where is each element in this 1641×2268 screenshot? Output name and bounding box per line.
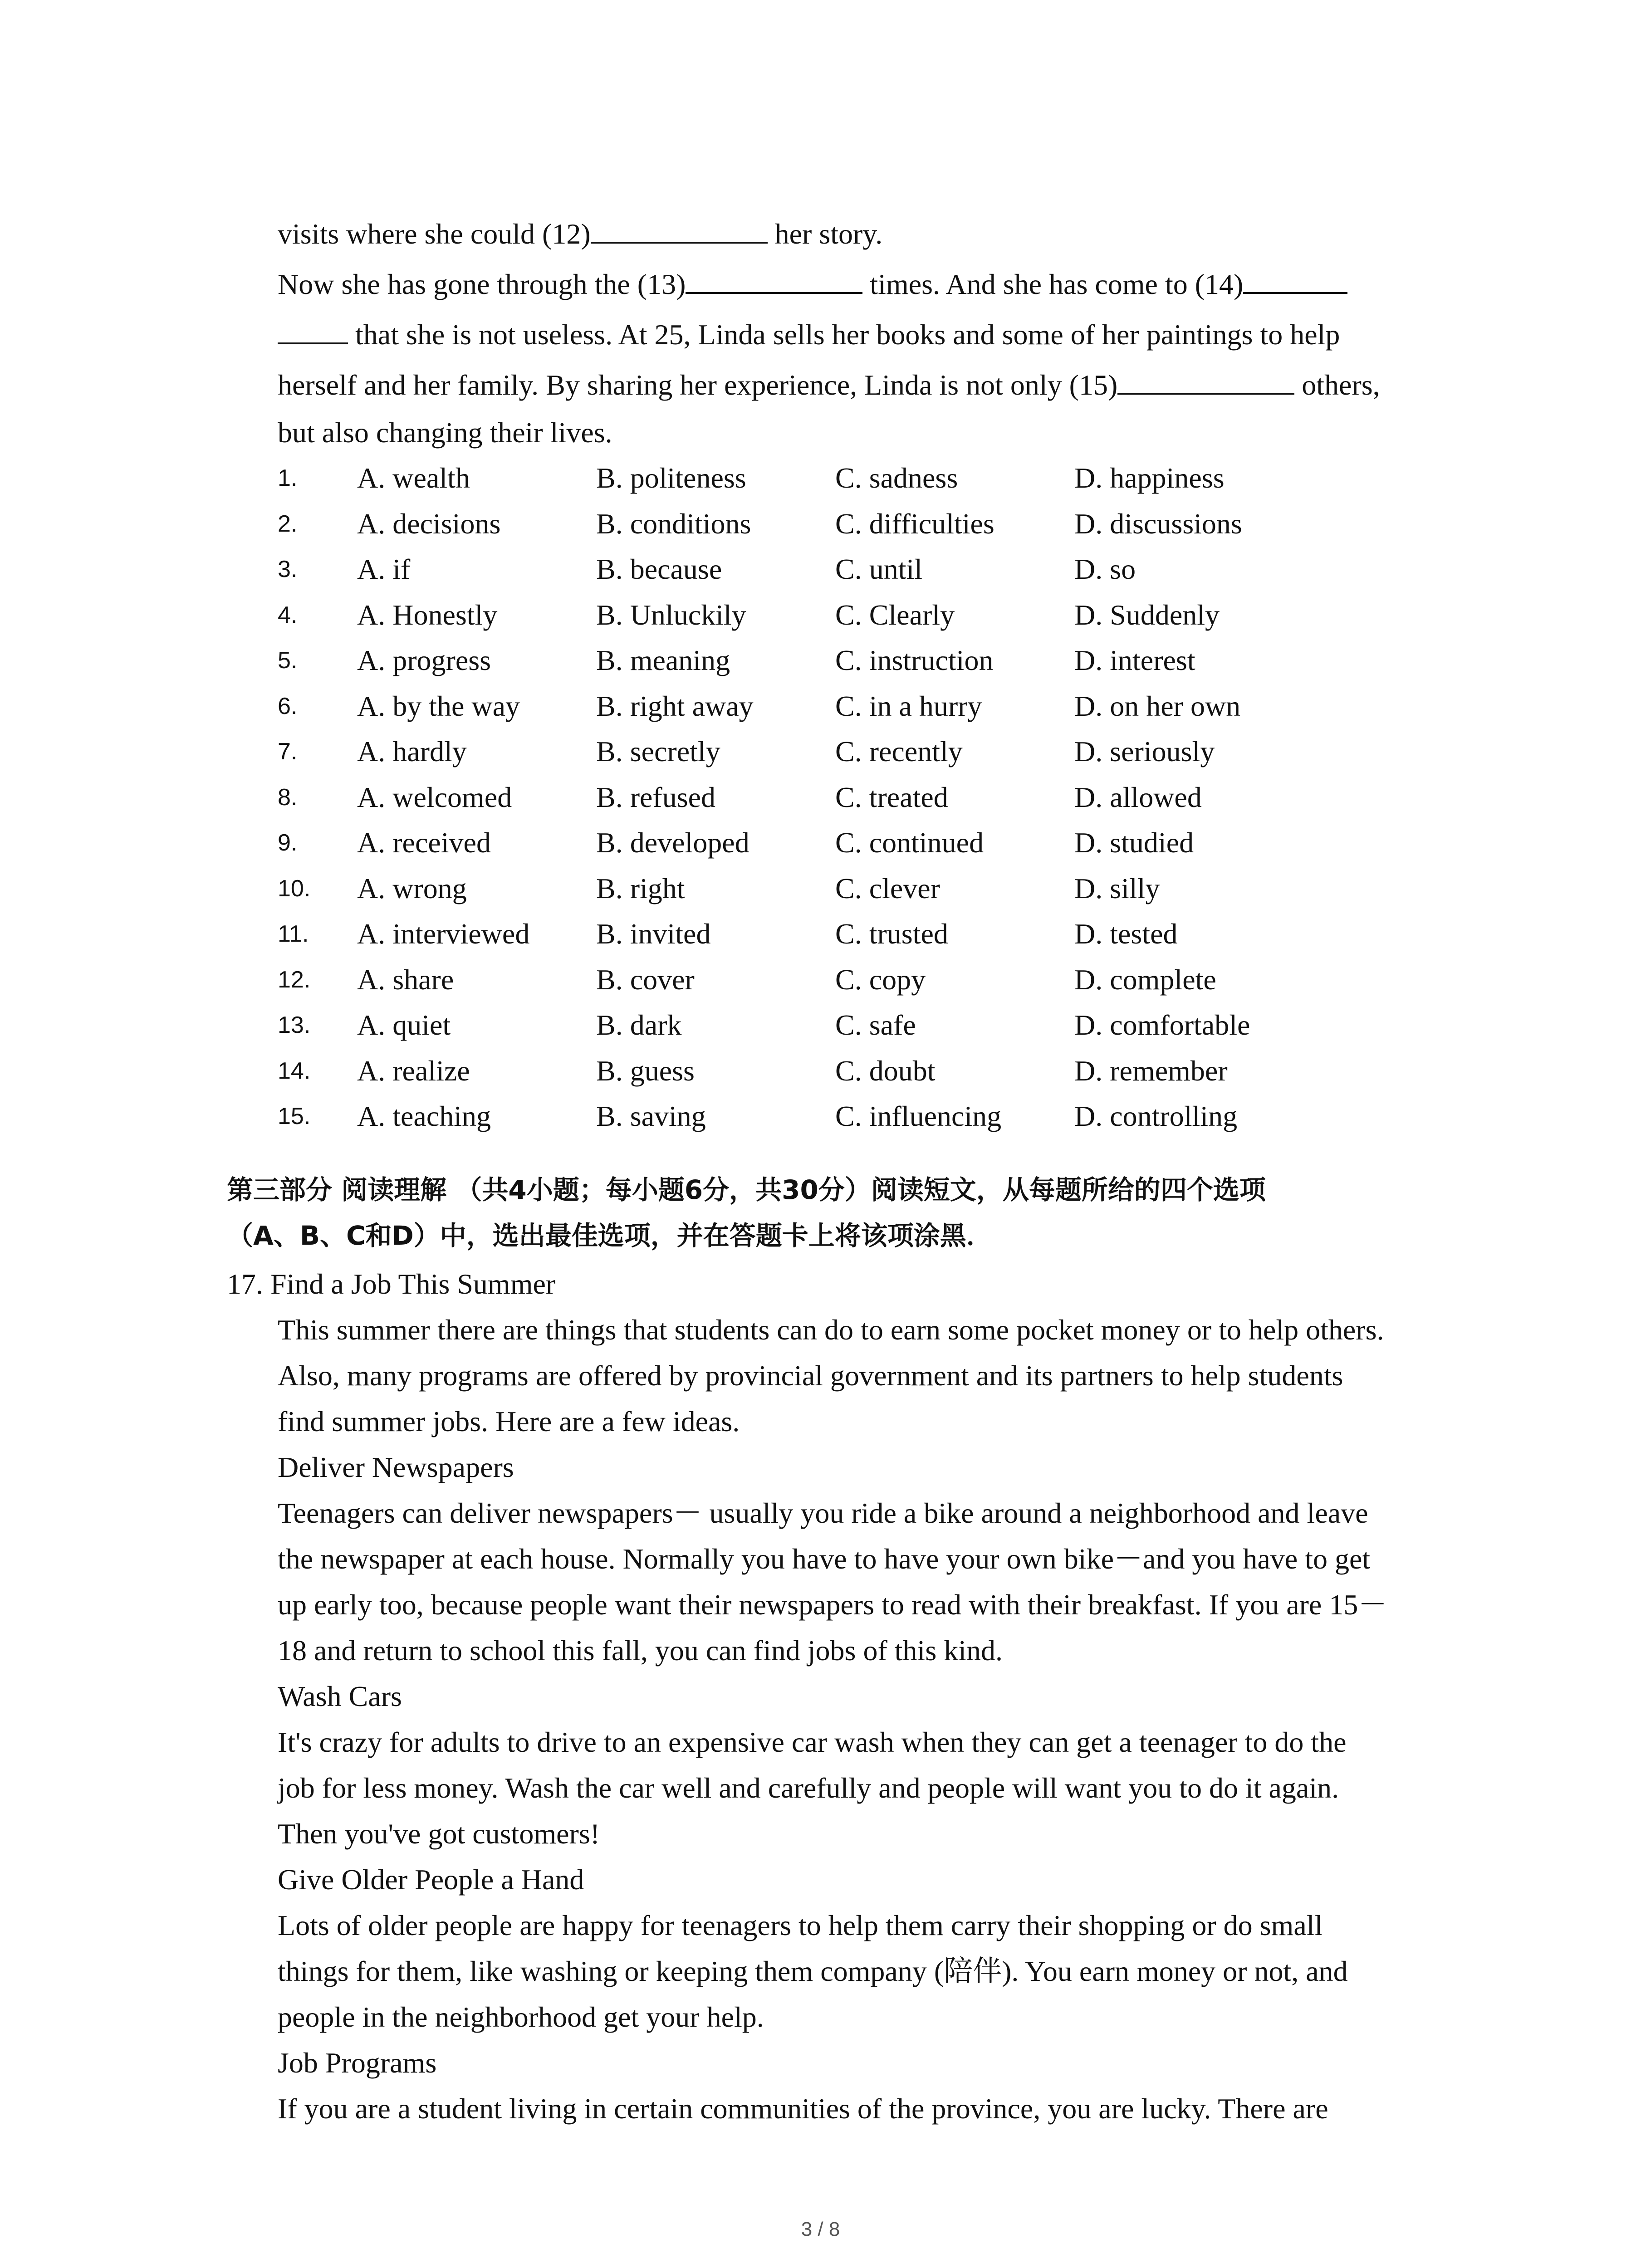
option-c: C. safe	[835, 1009, 916, 1041]
passage-subheading: Deliver Newspapers	[278, 1451, 514, 1483]
cloze-text: times. And she has come to (14)	[862, 268, 1244, 300]
answer-blank	[591, 215, 768, 244]
cloze-line	[278, 259, 1457, 309]
option-c: C. doubt	[835, 1054, 936, 1087]
option-d: D. seriously	[1074, 735, 1215, 767]
passage-line: job for less money. Wash the car well and carefully and people will want you to do it again.	[278, 1772, 1339, 1804]
option-row	[278, 866, 1457, 912]
option-a: A. by the way	[357, 689, 520, 722]
option-d: D. so	[1074, 553, 1136, 585]
option-a: A. interviewed	[357, 918, 530, 950]
option-c: C. copy	[835, 963, 926, 996]
option-b: B. politeness	[596, 462, 746, 494]
passage-line: If you are a student living in certain communities of the province, you are lucky. There are	[278, 2092, 1328, 2125]
passage-line: Teenagers can deliver newspapers－ usually you ride a bike around a neighborhood and leave	[278, 1497, 1368, 1529]
option-a: A. share	[357, 963, 454, 996]
options-list	[278, 455, 1457, 1139]
cloze-text: visits where she could (12)	[278, 218, 591, 250]
answer-blank	[1117, 366, 1294, 395]
question-number: 15.	[278, 1103, 311, 1129]
option-row	[278, 1094, 1457, 1139]
option-row	[278, 1048, 1457, 1094]
option-b: B. invited	[596, 918, 711, 950]
option-c: C. influencing	[835, 1100, 1002, 1132]
option-b: B. cover	[596, 963, 695, 996]
question-number: 7.	[278, 738, 298, 765]
option-d: D. interest	[1074, 644, 1195, 676]
passage-line: the newspaper at each house. Normally you have to have your own bike－and you have to get	[278, 1543, 1371, 1575]
option-d: D. on her own	[1074, 689, 1241, 722]
option-a: A. welcomed	[357, 781, 512, 813]
question-number: 2.	[278, 510, 298, 537]
passage-line: people in the neighborhood get your help.	[278, 2001, 764, 2033]
option-c: C. trusted	[835, 918, 948, 950]
cloze-text: herself and her family. By sharing her experience, Linda is not only (15)	[278, 369, 1118, 401]
option-c: C. sadness	[835, 462, 958, 494]
option-d: D. studied	[1074, 826, 1194, 859]
option-c: C. Clearly	[835, 598, 955, 631]
option-b: B. because	[596, 553, 722, 585]
section-instructions: （A、B、C和D）中，选出最佳选项，并在答题卡上将该项涂黑．	[227, 1220, 993, 1251]
option-b: B. Unluckily	[596, 598, 746, 631]
passage-subheading: Wash Cars	[278, 1680, 402, 1712]
option-a: A. received	[357, 826, 491, 859]
option-c: C. treated	[835, 781, 948, 813]
option-a: A. wealth	[357, 462, 470, 494]
question-number: 9.	[278, 830, 298, 856]
cloze-text: that she is not useless. At 25, Linda sells her books and some of her paintings to help	[348, 318, 1340, 351]
option-a: A. hardly	[357, 735, 467, 767]
option-b: B. right away	[596, 689, 754, 722]
option-b: B. saving	[596, 1100, 706, 1132]
cloze-line	[278, 360, 1457, 410]
option-b: B. secretly	[596, 735, 720, 767]
option-row	[278, 455, 1457, 501]
option-d: D. complete	[1074, 963, 1216, 996]
option-a: A. wrong	[357, 872, 467, 904]
question-number: 13.	[278, 1012, 311, 1038]
passage-subheading: Give Older People a Hand	[278, 1863, 584, 1896]
question-number: 6.	[278, 693, 298, 719]
option-a: A. if	[357, 553, 411, 585]
passage-subheading: Job Programs	[278, 2047, 437, 2079]
option-row	[278, 820, 1457, 866]
option-d: D. remember	[1074, 1054, 1228, 1087]
option-c: C. in a hurry	[835, 689, 982, 722]
option-d: D. discussions	[1074, 507, 1242, 540]
cloze-text: but also changing their lives.	[278, 416, 612, 449]
question-number: 10.	[278, 875, 311, 902]
option-b: B. refused	[596, 781, 716, 813]
passage-line: find summer jobs. Here are a few ideas.	[278, 1405, 740, 1437]
option-b: B. dark	[596, 1009, 682, 1041]
option-row	[278, 957, 1457, 1003]
option-b: B. conditions	[596, 507, 751, 540]
passage-line: 18 and return to school this fall, you can find jobs of this kind.	[278, 1634, 1003, 1667]
passage-line: Lots of older people are happy for teenagers to help them carry their shopping or do small	[278, 1909, 1323, 1941]
option-b: B. meaning	[596, 644, 730, 676]
answer-blank	[278, 315, 348, 344]
option-d: D. controlling	[1074, 1100, 1238, 1132]
cloze-line	[278, 309, 1457, 360]
answer-blank	[1243, 265, 1347, 294]
option-d: D. tested	[1074, 918, 1178, 950]
option-row	[278, 1002, 1457, 1048]
passage-line: up early too, because people want their newspapers to read with their breakfast. If you are 15－	[278, 1589, 1387, 1621]
question-number: 8.	[278, 784, 298, 811]
option-b: B. developed	[596, 826, 749, 859]
passage-line: things for them, like washing or keeping them company (陪伴). You earn money or not, and	[278, 1955, 1348, 1987]
option-c: C. instruction	[835, 644, 994, 676]
cloze-text: others,	[1294, 369, 1380, 401]
reading-passage	[227, 1261, 1474, 2131]
cloze-line	[278, 410, 1457, 455]
question-number: 4.	[278, 601, 298, 628]
cloze-text: Now she has gone through the (13)	[278, 268, 686, 300]
option-row	[278, 911, 1457, 957]
option-a: A. quiet	[357, 1009, 451, 1041]
passage-line: Then you've got customers!	[278, 1818, 600, 1850]
option-c: C. recently	[835, 735, 963, 767]
question-label: 17. Find a Job This Summer	[227, 1268, 556, 1300]
option-d: D. comfortable	[1074, 1009, 1250, 1041]
option-d: D. silly	[1074, 872, 1160, 904]
option-c: C. clever	[835, 872, 940, 904]
option-c: C. difficulties	[835, 507, 994, 540]
option-d: D. happiness	[1074, 462, 1225, 494]
passage-line: This summer there are things that students can do to earn some pocket money or to help others.	[278, 1314, 1384, 1346]
question-number: 5.	[278, 647, 298, 674]
option-row	[278, 684, 1457, 729]
section-heading: 第三部分 阅读理解 （共4小题；每小题6分，共30分）阅读短文，从每题所给的四个选项	[227, 1174, 1266, 1205]
option-a: A. Honestly	[357, 598, 498, 631]
option-b: B. guess	[596, 1054, 695, 1087]
cloze-text: her story.	[767, 218, 883, 250]
cloze-line	[278, 209, 1457, 259]
passage-line: It's crazy for adults to drive to an expensive car wash when they can get a teenager to do the	[278, 1726, 1347, 1758]
question-number: 1.	[278, 465, 298, 491]
question-number: 12.	[278, 966, 311, 993]
page-number: 3 / 8	[801, 2218, 840, 2240]
option-a: A. decisions	[357, 507, 501, 540]
option-c: C. continued	[835, 826, 984, 859]
cloze-passage	[278, 209, 1457, 1139]
option-b: B. right	[596, 872, 685, 904]
option-d: D. Suddenly	[1074, 598, 1220, 631]
option-d: D. allowed	[1074, 781, 1202, 813]
question-number: 11.	[278, 921, 309, 947]
option-row	[278, 775, 1457, 821]
option-a: A. progress	[357, 644, 491, 676]
option-a: A. realize	[357, 1054, 470, 1087]
question-number: 3.	[278, 556, 298, 582]
option-row	[278, 547, 1457, 592]
option-c: C. until	[835, 553, 923, 585]
option-row	[278, 592, 1457, 638]
option-row	[278, 638, 1457, 684]
option-a: A. teaching	[357, 1100, 491, 1132]
question-number: 14.	[278, 1057, 311, 1084]
answer-blank	[686, 265, 862, 294]
option-row	[278, 501, 1457, 547]
passage-line: Also, many programs are offered by provincial government and its partners to help students	[278, 1359, 1343, 1392]
option-row	[278, 729, 1457, 775]
